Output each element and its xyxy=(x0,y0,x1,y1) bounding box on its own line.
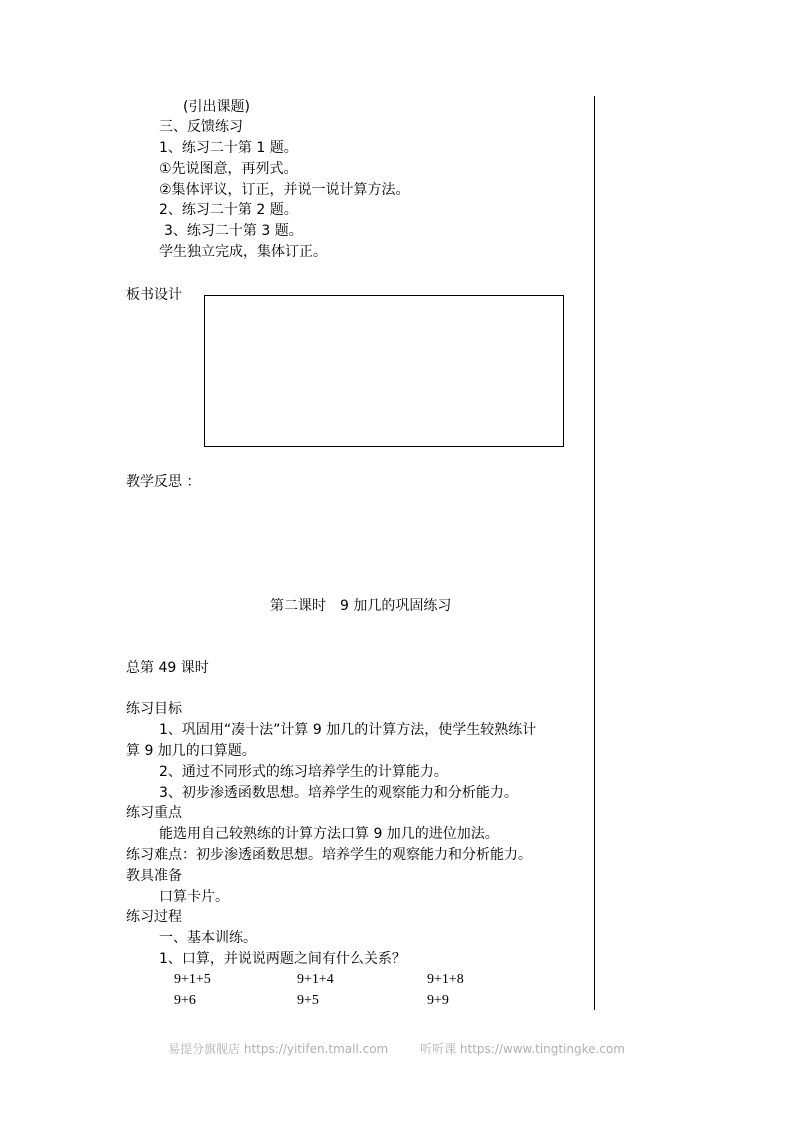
exercise-item-3-note: 学生独立完成，集体订正。 xyxy=(159,244,327,260)
process-heading: 练习过程 xyxy=(126,909,182,925)
basic-training-heading: 一、基本训练。 xyxy=(159,930,257,946)
watermark-footer xyxy=(0,1040,793,1058)
calc-row1-col3: 9+1+8 xyxy=(427,972,464,987)
goal-1-line-1: 1、巩固用“凑十法”计算 9 加几的计算方法，使学生较熟练计 xyxy=(159,722,537,738)
intro-line: (引出课题) xyxy=(183,99,250,115)
goal-2: 2、通过不同形式的练习培养学生的计算能力。 xyxy=(159,764,448,780)
key-heading: 练习重点 xyxy=(126,805,182,821)
difficulty-line: 练习难点：初步渗透函数思想。培养学生的观察能力和分析能力。 xyxy=(126,847,532,863)
tools-text: 口算卡片。 xyxy=(159,889,229,905)
feedback-heading: 三、反馈练习 xyxy=(159,119,243,135)
calc-row1-col2: 9+1+4 xyxy=(297,972,334,987)
footer-site-link[interactable]: 听听课 https://www.tingtingke.com xyxy=(420,1042,625,1056)
goal-3: 3、初步渗透函数思想。培养学生的观察能力和分析能力。 xyxy=(159,785,518,801)
oral-calc-heading: 1、口算，并说说两题之间有什么关系？ xyxy=(159,951,406,967)
board-design-box xyxy=(204,295,564,447)
exercise-item-1: 1、练习二十第 1 题。 xyxy=(159,140,298,156)
calc-row2-col2: 9+5 xyxy=(297,993,319,1008)
exercise-item-1b: ②集体评议，订正，并说一说计算方法。 xyxy=(159,182,410,198)
goal-heading: 练习目标 xyxy=(126,701,182,717)
page-right-rule xyxy=(594,96,595,1010)
exercise-item-1a: ①先说图意，再列式。 xyxy=(159,161,298,177)
footer-store-link[interactable]: 易提分旗舰店 https://yitifen.tmall.com xyxy=(168,1042,389,1056)
lesson-title: 第二课时 9 加几的巩固练习 xyxy=(270,598,452,614)
calc-row1-col1: 9+1+5 xyxy=(174,972,211,987)
total-lesson-number: 总第 49 课时 xyxy=(126,660,209,676)
calc-row2-col1: 9+6 xyxy=(174,993,196,1008)
exercise-item-2: 2、练习二十第 2 题。 xyxy=(159,202,298,218)
key-text: 能选用自己较熟练的计算方法口算 9 加几的进位加法。 xyxy=(159,826,499,842)
calc-row2-col3: 9+9 xyxy=(427,993,449,1008)
reflection-label: 教学反思 ： xyxy=(126,474,201,490)
exercise-item-3: 3、练习二十第 3 题。 xyxy=(164,223,303,239)
board-design-label: 板书设计 xyxy=(126,287,182,303)
goal-1-line-2: 算 9 加几的口算题。 xyxy=(126,743,256,759)
tools-heading: 教具准备 xyxy=(126,868,182,884)
